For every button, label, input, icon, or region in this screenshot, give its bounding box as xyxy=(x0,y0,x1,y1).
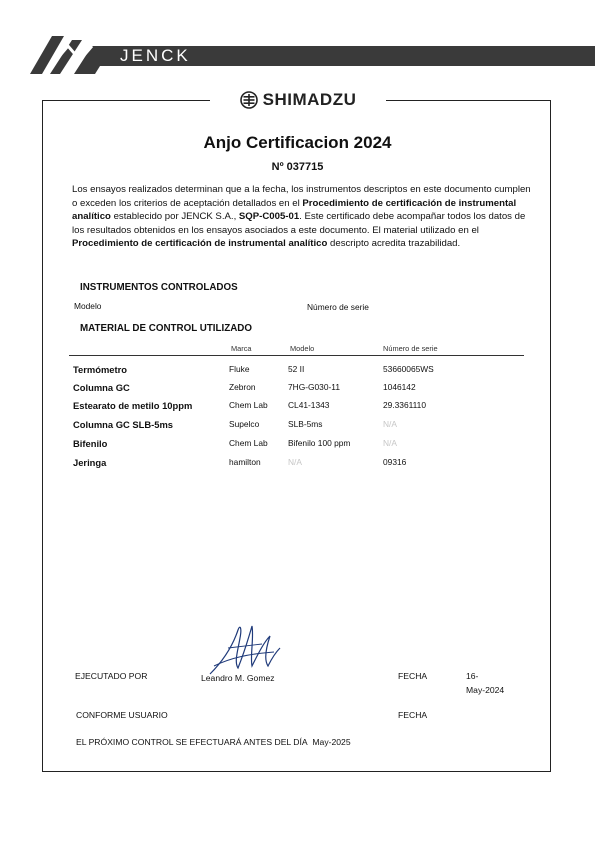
row-brand: Chem Lab xyxy=(229,400,268,410)
intro-text-4: descripto acredita trazabilidad. xyxy=(327,238,461,250)
table-header-model: Modelo xyxy=(290,344,315,353)
intro-procedure-2: Procedimiento de certificación de instrumental analítico xyxy=(72,238,328,250)
intro-paragraph xyxy=(72,183,532,251)
next-control-text: EL PRÓXIMO CONTROL SE EFECTUARÁ ANTES DEL DÍA xyxy=(76,737,308,747)
row-brand: Fluke xyxy=(229,364,250,374)
row-brand: Chem Lab xyxy=(229,438,268,448)
instruments-model-label: Modelo xyxy=(74,301,102,311)
certificate-number: Nº 037715 xyxy=(271,161,324,173)
shimadzu-emblem-icon xyxy=(240,91,258,109)
date-month: May-2024 xyxy=(466,685,505,695)
row-name: Estearato de metilo 10ppm xyxy=(73,400,193,411)
row-model: Bifenilo 100 ppm xyxy=(288,438,351,448)
next-control-date: May-2025 xyxy=(312,737,351,747)
row-model: CL41-1343 xyxy=(288,400,330,410)
row-name: Columna GC xyxy=(73,382,130,393)
row-model: SLB-5ms xyxy=(288,419,323,429)
intro-text-2: establecido por JENCK S.A., xyxy=(110,211,239,223)
jenck-logo-icon xyxy=(30,36,120,74)
jenck-brand-text: JENCK xyxy=(120,46,191,65)
row-serial: 1046142 xyxy=(383,382,416,392)
row-brand: Supelco xyxy=(229,419,260,429)
shimadzu-brand-text: SHIMADZU xyxy=(262,90,357,109)
table-row xyxy=(0,437,595,455)
controlled-instruments-heading: INSTRUMENTOS CONTROLADOS xyxy=(80,282,238,293)
row-brand: Zebron xyxy=(229,382,256,392)
row-brand: hamilton xyxy=(229,457,261,467)
table-row xyxy=(0,456,595,474)
instruments-serial-label: Número de serie xyxy=(307,302,369,312)
intro-procedure-1: Procedimiento de certificación de instrumental analítico xyxy=(72,197,517,223)
table-row xyxy=(0,399,595,417)
table-row xyxy=(0,363,595,381)
handwritten-signature xyxy=(204,618,284,680)
shimadzu-logo xyxy=(210,89,386,111)
table-row xyxy=(0,381,595,399)
table-header-brand: Marca xyxy=(231,344,252,353)
row-model: 52 II xyxy=(288,364,305,374)
table-row xyxy=(0,418,595,436)
executed-by-name: Leandro M. Gomez xyxy=(201,673,275,683)
row-name: Termómetro xyxy=(73,364,128,375)
row-model: N/A xyxy=(288,457,302,467)
table-header-serial: Número de serie xyxy=(383,344,438,353)
date-day: 16- xyxy=(466,671,479,681)
jenck-header xyxy=(0,36,595,74)
row-serial: 09316 xyxy=(383,457,407,467)
row-serial: 29.3361110 xyxy=(383,400,427,410)
row-name: Jeringa xyxy=(73,457,107,468)
user-date-label: FECHA xyxy=(398,710,428,720)
row-name: Columna GC SLB-5ms xyxy=(73,419,174,430)
control-material-heading: MATERIAL DE CONTROL UTILIZADO xyxy=(80,323,252,334)
intro-text-1: Los ensayos realizados determinan que a la fecha, los instrumentos descriptos en este documento cumplen o exceden los criterios de aceptación detallados en el xyxy=(72,184,531,209)
executed-by-label: EJECUTADO POR xyxy=(75,671,148,681)
intro-procedure-code: SQP-C005-01 xyxy=(238,211,300,223)
user-conformity-label: CONFORME USUARIO xyxy=(76,710,168,720)
next-control-statement xyxy=(76,737,351,747)
row-serial: 53660065WS xyxy=(383,364,434,374)
intro-text-3: . Este certificado debe acompañar todos los datos de los resultados obtenidos en los ensayos asociados a este documento. El material utilizado en el xyxy=(72,211,526,236)
date-label: FECHA xyxy=(398,671,428,681)
row-model: 7HG-G030-11 xyxy=(288,382,340,392)
row-serial: N/A xyxy=(383,438,397,448)
table-header-rule xyxy=(69,355,524,356)
row-name: Bifenilo xyxy=(73,438,108,449)
certificate-title: Anjo Certificacion 2024 xyxy=(203,133,392,152)
row-serial: N/A xyxy=(383,419,397,429)
